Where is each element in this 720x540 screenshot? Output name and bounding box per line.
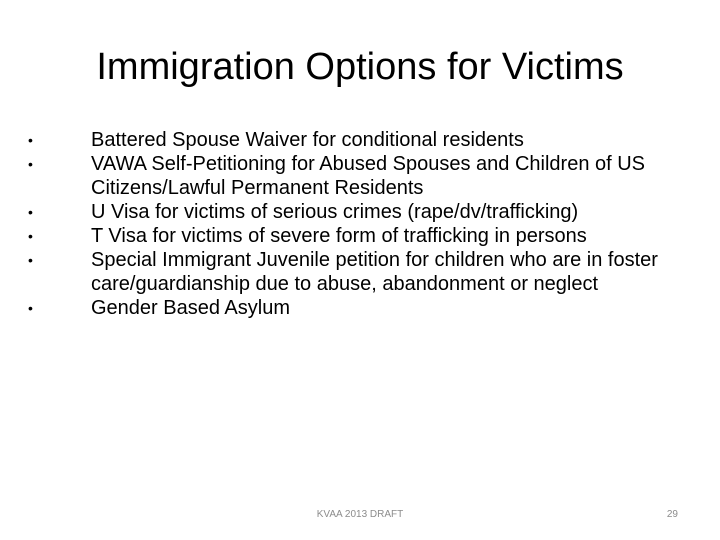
slide-title: Immigration Options for Victims xyxy=(96,46,624,88)
bullet-dot-icon: • xyxy=(28,300,33,316)
list-item xyxy=(28,200,688,224)
bullet-text: Gender Based Asylum xyxy=(91,297,290,319)
bullet-text: Battered Spouse Waiver for conditional residents xyxy=(91,129,524,151)
list-item xyxy=(28,224,688,248)
list-item xyxy=(28,128,688,152)
bullet-text: T Visa for victims of severe form of trafficking in persons xyxy=(91,225,587,247)
bullet-text: VAWA Self-Petitioning for Abused Spouses and Children of US Citizens/Lawful Permanent Residents xyxy=(91,153,646,199)
list-item xyxy=(28,152,688,200)
page-number: 29 xyxy=(666,509,678,520)
bullet-dot-icon: • xyxy=(28,252,33,268)
bullet-dot-icon: • xyxy=(28,156,33,172)
bullet-dot-icon: • xyxy=(28,132,33,148)
list-item xyxy=(28,248,688,296)
bullet-text: U Visa for victims of serious crimes (rape/dv/trafficking) xyxy=(91,201,579,223)
list-item xyxy=(28,296,688,320)
footer-label: KVAA 2013 DRAFT xyxy=(316,509,404,520)
bullet-text: Special Immigrant Juvenile petition for children who are in foster care/guardianship due to abuse, abandonment or neglect xyxy=(91,249,658,295)
bullet-dot-icon: • xyxy=(28,228,33,244)
bullet-list xyxy=(28,128,688,320)
bullet-dot-icon: • xyxy=(28,204,33,220)
